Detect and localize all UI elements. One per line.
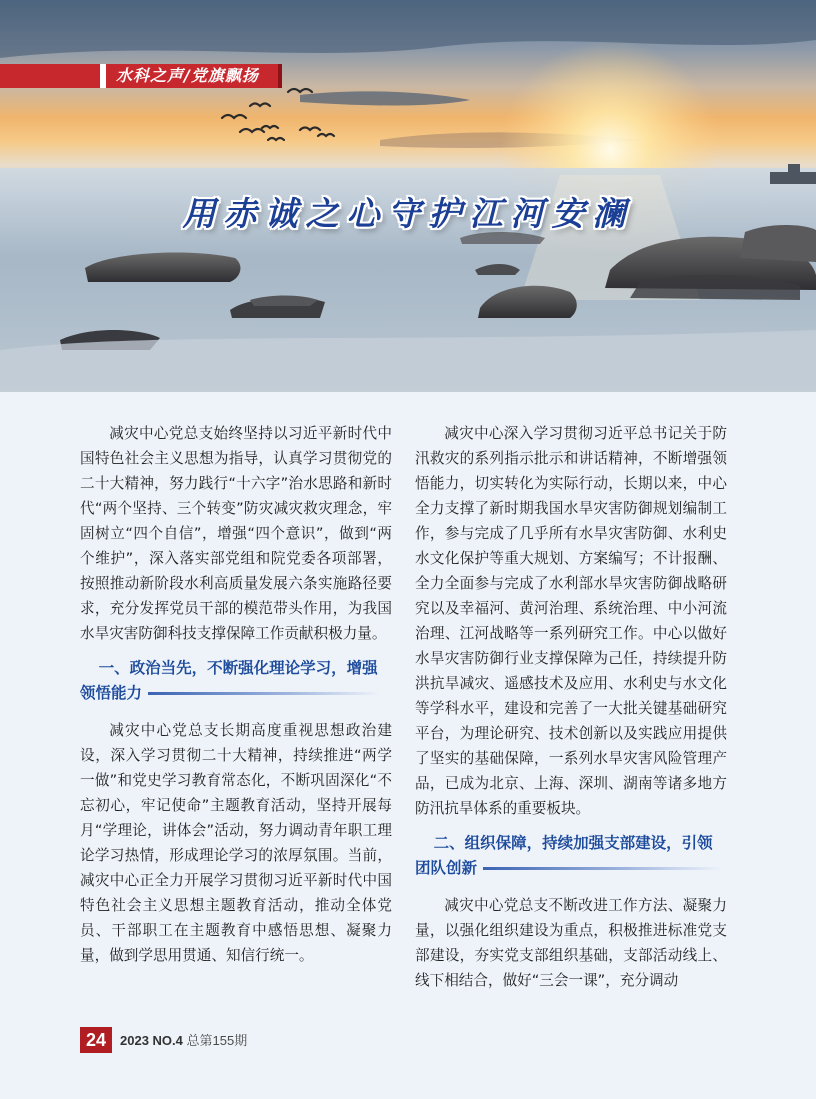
right-column: [415, 421, 727, 993]
section-tag-end-bar: [278, 64, 282, 88]
section-tag-label: 水科之声/党旗飘扬: [116, 66, 259, 85]
paragraph-theory-study: 减灾中心党总支长期高度重视思想政治建设，深入学习贯彻二十大精神，持续推进“两学一做”和党史学习教育常态化，不断巩固深化“不忘初心，牢记使命”主题教育活动，坚持开展每月“学理论，讲体会”活动，努力调动青年职工理论学习热情，形成理论学习的浓厚氛围。当前，减灾中心正全力开展学习贯彻习近平新时代中国特色社会主义思想主题教育活动，推动全体党员、干部职工在主题教育中感悟思想、凝聚力量，做到学思用贯通、知信行统一。: [80, 722, 392, 964]
paragraph-branch-building: 减灾中心党总支不断改进工作方法、凝聚力量，以强化组织建设为重点，积极推进标准党支部建设，夯实党支部组织基础，支部活动线上、线下相结合，做好“三会一课”，充分调动: [415, 897, 727, 989]
issue-info: [120, 1031, 247, 1051]
section-heading-1: [80, 656, 392, 706]
paragraph-intro: 减灾中心党总支始终坚持以习近平新时代中国特色社会主义思想为指导，认真学习贯彻党的二十大精神，努力践行“十六字”治水思路和新时代“两个坚持、三个转变”防灾减灾救灾理念，牢固树立“四个自信”，增强“四个意识”，做到“两个维护”，深入落实部党组和院党委各项部署，按照推动新阶段水利高质量发展六条实施路径要求，充分发挥党员干部的模范带头作用，为我国水旱灾害防御科技支撑保障工作贡献积极力量。: [80, 425, 392, 642]
total-issue: 总第155期: [186, 1033, 248, 1048]
section-tag: [0, 64, 282, 88]
issue-number: 2023 NO.4: [120, 1033, 183, 1048]
hero-banner: [0, 0, 816, 392]
section-heading-2: [415, 831, 727, 881]
section-heading-2-text: 二、组织保障，持续加强支部建设，引领团队创新: [415, 834, 713, 877]
section-tag-divider: [100, 64, 106, 88]
left-column: [80, 421, 392, 968]
page-number: 24: [80, 1027, 112, 1053]
section-heading-1-text: 一、政治当先，不断强化理论学习，增强领悟能力: [80, 659, 378, 702]
article-title: 用赤诚之心守护江河安澜: [182, 194, 634, 233]
paragraph-flood-control: 减灾中心深入学习贯彻习近平总书记关于防汛救灾的系列指示批示和讲话精神，不断增强领悟能力，切实转化为实际行动，长期以来，中心全力支撑了新时期我国水旱灾害防御规划编制工作，参与完成了几乎所有水旱灾害防御、水利史水文化保护等重大规划、方案编写；不计报酬、全力全面参与完成了水利部水旱灾害防御战略研究以及幸福河、黄河治理、系统治理、中小河流治理、江河战略等一系列研究工作。中心以做好水旱灾害防御行业支撑保障为己任，持续提升防洪抗旱减灾、遥感技术及应用、水利史与水文化等学科水平，建设和完善了一大批关键基础研究平台，为理论研究、技术创新以及实践应用提供了坚实的基础保障，一系列水旱灾害风险管理产品，已成为北京、上海、深圳、湖南等诸多地方防汛抗旱体系的重要板块。: [415, 425, 727, 817]
heading-rule: [148, 692, 380, 695]
heading-rule: [483, 867, 721, 870]
